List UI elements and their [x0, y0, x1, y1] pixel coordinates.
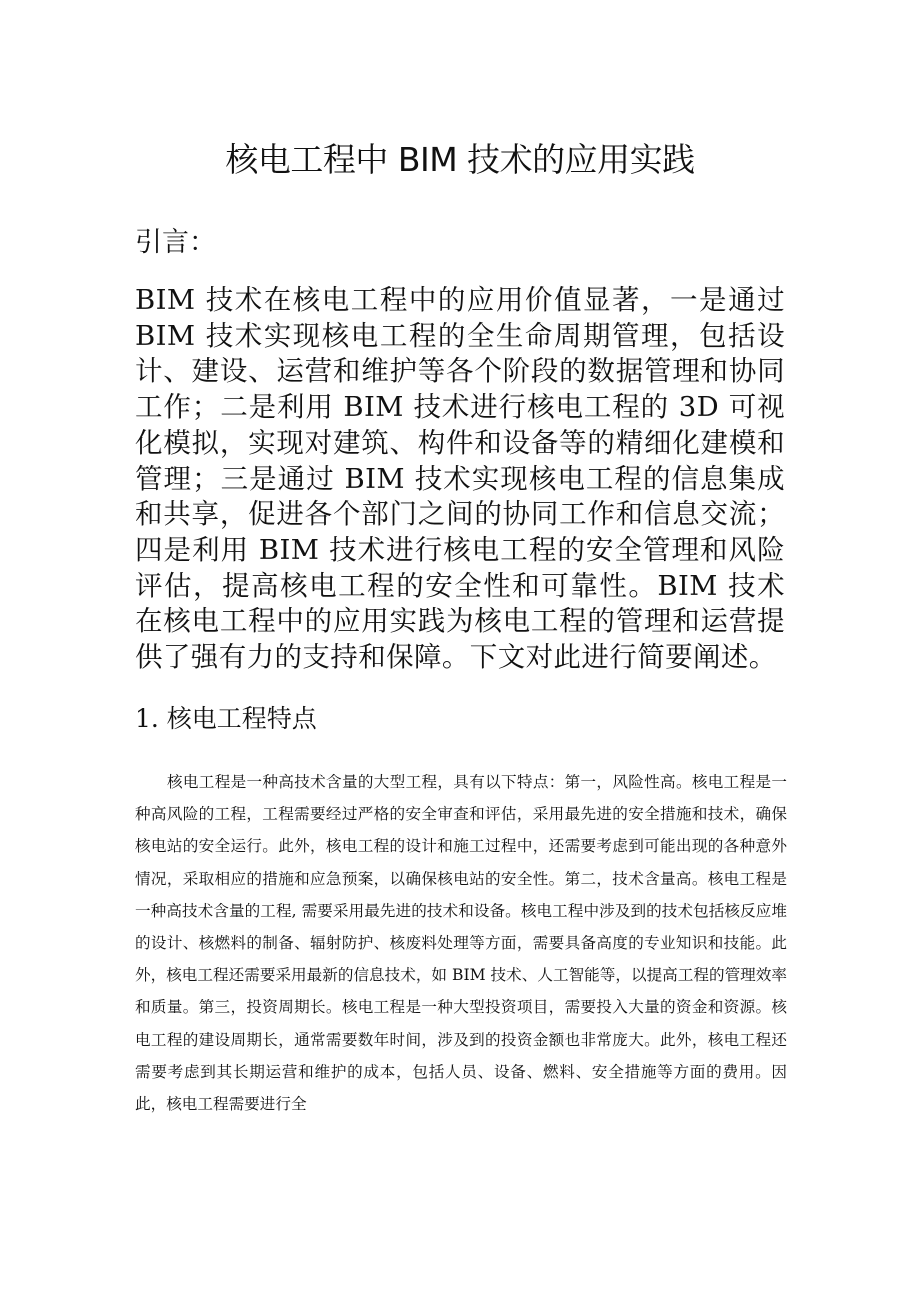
intro-label: 引言： — [135, 227, 216, 258]
section-body-paragraph: 核电工程是一种高技术含量的大型工程，具有以下特点：第一，风险性高。核电工程是一种高风险的工程，工程需要经过严格的安全审查和评估，采用最先进的安全措施和技术，确保核电站的安全运行。此外，核电工程的设计和施工过程中，还需要考虑到可能出现的各种意外情况，采取相应的措施和应急预案，以确保核电站的安全性。第二，技术含量高。核电工程是一种高技术含量的工程, 需要采用最先进的技术和设备。核电工程中涉及到的技术包括核反应堆的设计、核燃料的制备、辐射防护、核废料处理等方面，需要具备高度的专业知识和技能。此外，核电工程还需要采用最新的信息技术，如 BIM 技术、人工智能等，以提高工程的管理效率和质量。第三，投资周期长。核电工程是一种大型投资项目，需要投入大量的资金和资源。核电工程的建设周期长，通常需要数年时间，涉及到的投资金额也非常庞大。此外，核电工程还需要考虑到其长期运营和维护的成本，包括人员、设备、燃料、安全措施等方面的费用。因此，核电工程需要进行全 — [135, 773, 787, 1114]
lead-paragraph: BIM 技术在核电工程中的应用价值显著，一是通过 BIM 技术实现核电工程的全生命周期管理，包括设计、建设、运营和维护等各个阶段的数据管理和协同工作；二是利用 BIM 技术进行核电工程的 3D 可视化模拟，实现对建筑、构件和设备等的精细化建模和管理；三是通过 BIM 技术实现核电工程的信息集成和共享，促进各个部门之间的协同工作和信息交流；四是利用 BIM 技术进行核电工程的安全管理和风险评估，提高核电工程的安全性和可靠性。BIM 技术在核电工程中的应用实践为核电工程的管理和运营提供了强有力的支持和保障。下文对此进行简要阐述。 — [135, 284, 785, 674]
document-title: 核电工程中 BIM 技术的应用实践 — [225, 140, 695, 179]
section-heading: 1. 核电工程特点 — [135, 704, 317, 733]
